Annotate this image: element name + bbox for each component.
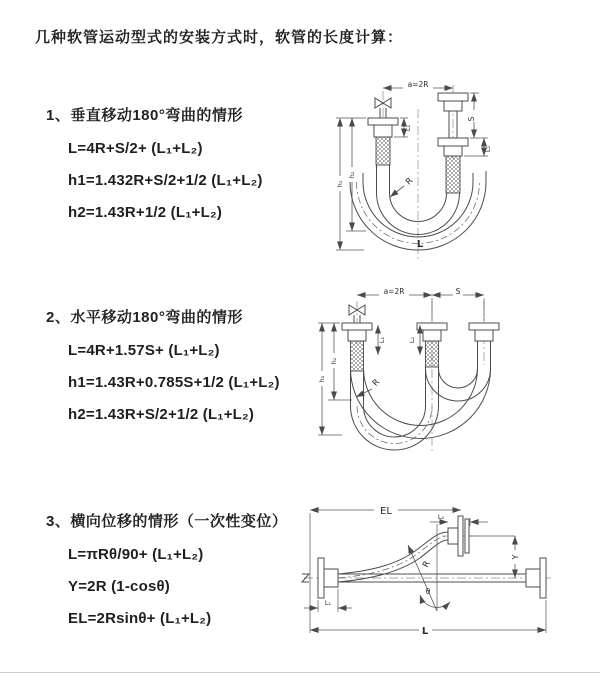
diagram-horizontal-180-bend <box>312 283 592 458</box>
hose-wall-displaced <box>364 369 478 426</box>
section-1-title: 垂直移动180°弯曲的情形 <box>70 107 243 124</box>
formula-line: L=πRθ/90+ (L₁+L₂) <box>68 546 204 563</box>
formula-line: h2=1.43R+S/2+1/2 (L₁+L₂) <box>68 406 255 423</box>
formula-line: Y=2R (1-cosθ) <box>68 578 170 595</box>
flange-plate <box>458 516 463 556</box>
formula-line: h2=1.43R+1/2 (L₁+L₂) <box>68 204 223 221</box>
dim-label-r: R <box>370 377 383 389</box>
hose-wall-displaced <box>351 369 491 439</box>
hose-wall-displaced <box>338 540 448 582</box>
flange-fitting <box>417 323 447 330</box>
diagram-vertical-180-bend <box>330 75 590 261</box>
dim-label-l2: L₂ <box>408 336 416 344</box>
hose-wall-displaced <box>338 532 448 574</box>
formula-line: h1=1.432R+S/2+1/2 (L₁+L₂) <box>68 172 263 189</box>
dim-label-h2: h₂ <box>348 171 356 179</box>
diagram-lateral-displacement <box>298 498 598 650</box>
section-1-heading <box>46 104 263 125</box>
dim-label-h1: h₁ <box>318 375 326 383</box>
dim-label-r: R <box>404 176 416 188</box>
flange-fitting <box>368 118 398 125</box>
formula-line: h1=1.43R+0.785S+1/2 (L₁+L₂) <box>68 374 280 391</box>
hex-nut <box>348 330 366 341</box>
page-title: 几种软管运动型式的安装方式时，软管的长度计算： <box>35 29 404 46</box>
dim-label-a2r: a=2R <box>407 80 429 89</box>
formula-line: L=4R+S/2+ (L₁+L₂) <box>68 140 203 157</box>
hex-nut <box>374 125 392 137</box>
section-3-heading <box>46 510 287 531</box>
section-3-number: 3、 <box>46 513 71 530</box>
formula-line: EL=2Rsinθ+ (L₁+L₂) <box>68 610 212 627</box>
radius-leader <box>390 186 404 197</box>
section-2 <box>46 306 280 423</box>
dim-label-s: S <box>467 116 476 122</box>
flange-plate <box>540 558 546 598</box>
extension-line <box>432 298 484 321</box>
dim-label-l2: L₂ <box>484 145 492 153</box>
flange-hub <box>324 569 338 587</box>
hex-nut <box>444 146 462 156</box>
section-2-title: 水平移动180°弯曲的情形 <box>70 309 243 326</box>
dim-label-s: S <box>455 287 461 296</box>
flange-fitting <box>469 323 499 330</box>
dim-label-el: EL <box>380 506 392 517</box>
section-2-heading <box>46 306 280 327</box>
hose-wall <box>364 367 426 437</box>
flange-hub <box>448 528 458 544</box>
section-3 <box>46 510 287 627</box>
dim-label-l1: L₁ <box>404 124 412 132</box>
section-2-number: 2、 <box>46 309 71 326</box>
formula-line: L=4R+1.57S+ (L₁+L₂) <box>68 342 220 359</box>
flange-plate <box>465 519 469 553</box>
flange-fitting <box>342 323 372 330</box>
dim-label-l2: L₂ <box>437 513 445 521</box>
dim-label-theta: θ <box>425 587 431 596</box>
dim-label-a2r: a=2R <box>383 287 405 296</box>
braided-hose-section <box>426 341 439 367</box>
section-3-title: 横向位移的情形（一次性变位） <box>70 513 288 530</box>
hex-nut <box>475 330 493 341</box>
section-1 <box>46 104 263 221</box>
braided-hose-section <box>351 341 364 371</box>
dim-label-y: Y <box>511 554 520 560</box>
flange-fitting <box>438 138 468 146</box>
hose-centerline-arc <box>357 406 432 444</box>
dim-label-h1: h₁ <box>336 180 344 188</box>
section-1-number: 1、 <box>46 107 71 124</box>
dim-label-l1: L₁ <box>378 336 386 344</box>
hex-nut <box>444 101 462 111</box>
flange-plate <box>318 558 324 598</box>
hose-wall <box>439 369 478 389</box>
dim-label-r: R <box>421 559 433 570</box>
hose-wall <box>426 369 491 402</box>
flange-hub <box>526 569 540 587</box>
braided-hose-section <box>376 137 390 165</box>
dim-label-h2: h₂ <box>330 357 338 365</box>
dim-label-l1: L₁ <box>324 599 332 607</box>
hex-nut <box>423 330 441 341</box>
flange-fitting <box>438 93 468 101</box>
dim-label-l: L <box>416 239 424 250</box>
page-edge <box>0 672 600 673</box>
dim-label-l: L <box>421 626 429 637</box>
braided-hose-section <box>446 156 460 193</box>
